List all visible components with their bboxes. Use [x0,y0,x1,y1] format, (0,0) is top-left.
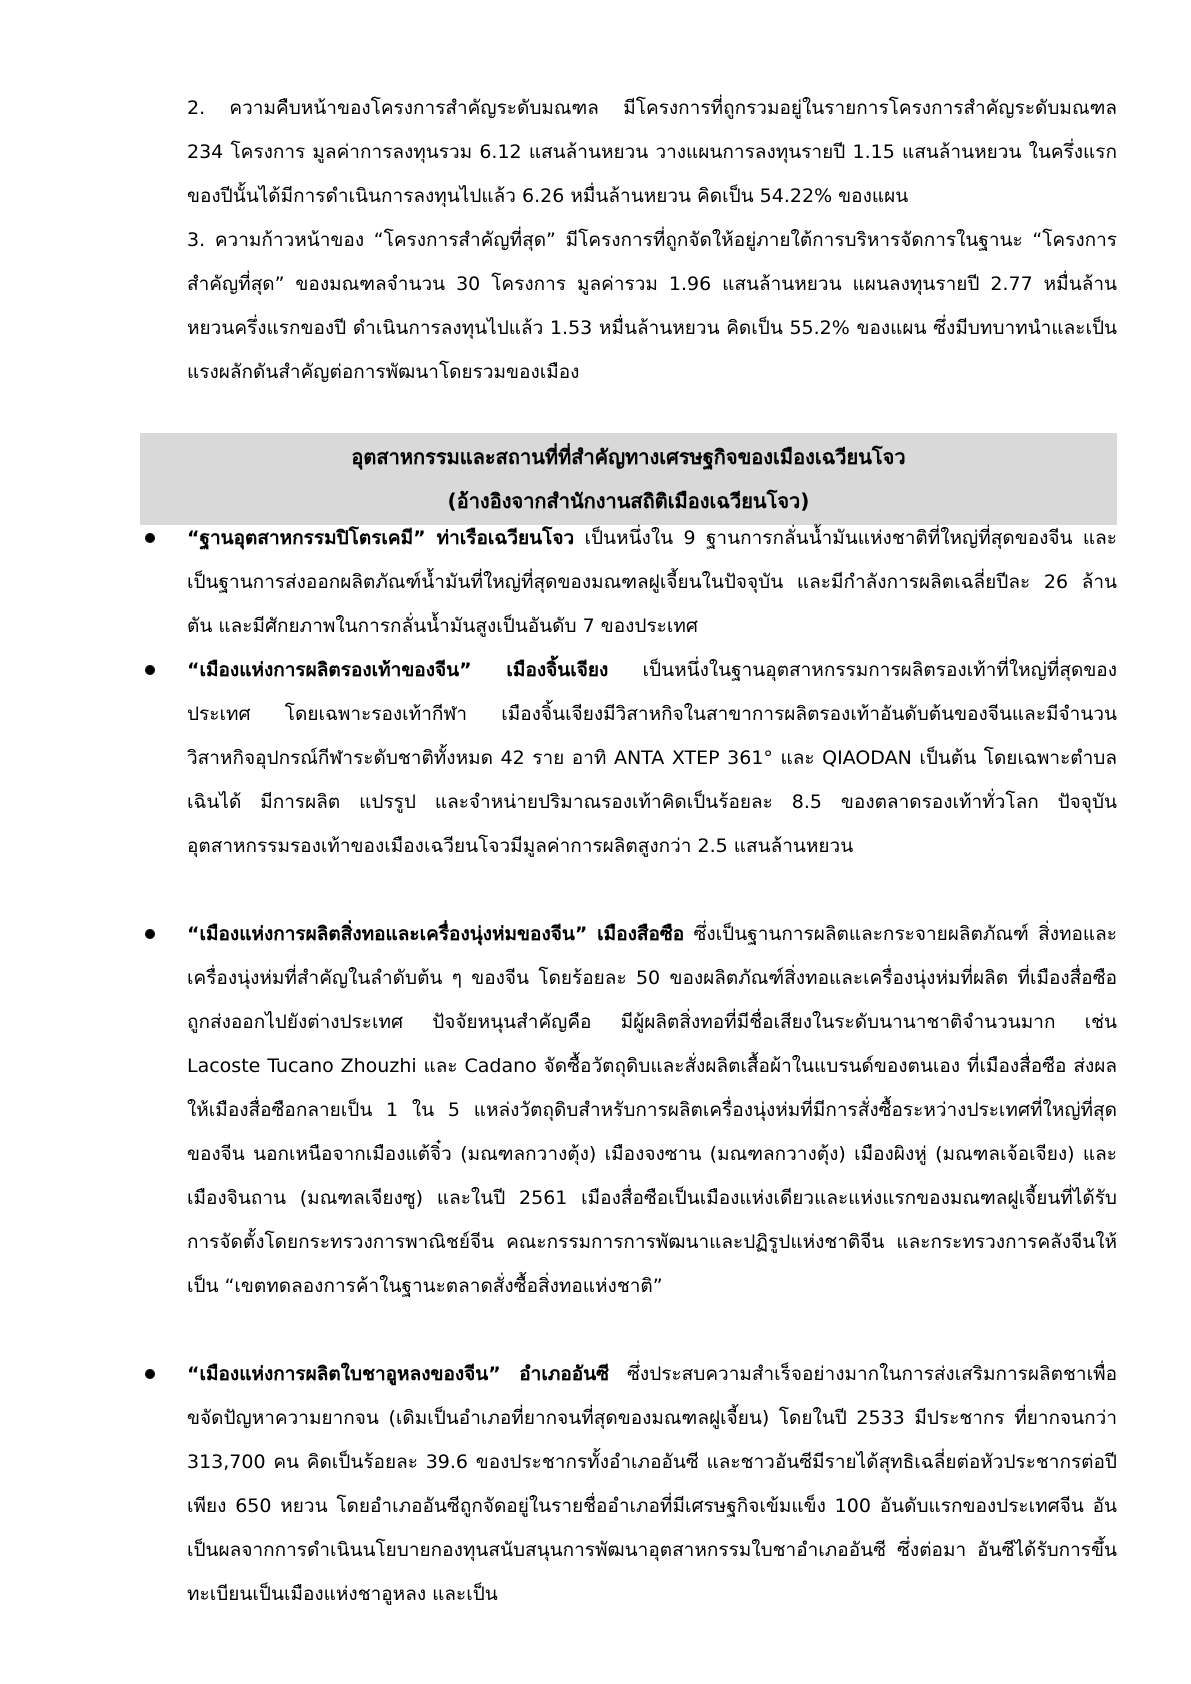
bullet-icon [145,1369,155,1379]
bullet-text: ซึ่งเป็นฐานการผลิตและกระจายผลิตภัณฑ์ สิ่งทอและเครื่องนุ่งห่มที่สำคัญในลำดับต้น ๆ ของจีน โดยร้อยละ 50 ของผลิตภัณฑ์สิ่งทอและเครื่องนุ่งห่มที่ผลิต ที่เมืองสื่อซือถูกส่งออกไปยังต่างประเทศ ปัจจัยหนุนสำคัญคือ มีผู้ผลิตสิ่งทอที่มีชื่อเสียงในระดับนานาชาติจำนวนมาก เช่น Lacoste Tucano Zhouzhi และ Cadano จัดซื้อวัตถุดิบและสั่งผลิตเสื้อผ้าในแบรนด์ของตนเอง ที่เมืองสื่อซือ ส่งผลให้เมืองสื่อซือกลายเป็น 1 ใน 5 แหล่งวัตถุดิบสำหรับการผลิตเครื่องนุ่งห่มที่มีการสั่งซื้อระหว่างประเทศที่ใหญ่ที่สุดของจีน นอกเหนือจากเมืองแต้จิ๋ว (มณฑลกวางตุ้ง) เมืองจงซาน (มณฑลกวางตุ้ง) เมืองผิงหู่ (มณฑลเจ้อเจียง) และเมืองจินถาน (มณฑลเจียงซู) และในปี 2561 เมืองสื่อซือเป็นเมืองแห่งเดียวและแห่งแรกของมณฑลฝูเจี้ยนที่ได้รับการจัดตั้งโดยกระทรวงการพาณิชย์จีน คณะกรรมการการพัฒนาและปฏิรูปแห่งชาติจีน และกระทรวงการคลังจีนให้เป็น “เขตทดลองการค้าในฐานะตลาดสั่งซื้อสิ่งทอแห่งชาติ” [187,923,1117,1297]
bullet-item-textiles [187,912,1117,1308]
bullet-text: เป็นหนึ่งในฐานอุตสาหกรรมการผลิตรองเท้าที่ใหญ่ที่สุดของประเทศ โดยเฉพาะรองเท้ากีฬา เมืองจิ้นเจียงมีวิสาหกิจในสาขาการผลิตรองเท้าอันดับต้นของจีนและมีจำนวนวิสาหกิจอุปกรณ์กีฬาระดับชาติทั้งหมด 42 ราย อาทิ ANTA XTEP 361° และ QIAODAN เป็นต้น โดยเฉพาะตำบลเฉินได้ มีการผลิต แปรรูป และจำหน่ายปริมาณรองเท้าคิดเป็นร้อยละ 8.5 ของตลาดรองเท้าทั่วโลก ปัจจุบันอุตสาหกรรมรองเท้าของเมืองเฉวียนโจวมีมูลค่าการผลิตสูงกว่า 2.5 แสนล้านหยวน [187,659,1117,857]
bullet-item-petrochemical [187,516,1117,648]
bullet-item-shoes [187,648,1117,868]
section-heading-title: อุตสาหกรรมและสถานที่ที่สำคัญทางเศรษฐกิจของเมืองเฉวียนโจว [351,445,906,469]
most-important-projects-paragraph: 3. ความก้าวหน้าของ “โครงการสำคัญที่สุด” มีโครงการที่ถูกจัดให้อยู่ภายใต้การบริหารจัดการในฐานะ “โครงการสำคัญที่สุด” ของมณฑลจำนวน 30 โครงการ มูลค่ารวม 1.96 แสนล้านหยวน แผนลงทุนรายปี 2.77 หมื่นล้านหยวนครึ่งแรกของปี ดำเนินการลงทุนไปแล้ว 1.53 หมื่นล้านหยวน คิดเป็น 55.2% ของแผน ซึ่งมีบทบาทนำและเป็นแรงผลักดันสำคัญต่อการพัฒนาโดยรวมของเมือง [187,229,1117,383]
section-heading-box [140,433,1117,525]
bullet-title: “ฐานอุตสาหกรรมปิโตรเคมี” ท่าเรือเฉวียนโจว [187,527,575,549]
bullet-item-oolong-tea [187,1352,1117,1616]
bullet-icon [145,533,155,543]
bullet-title: “เมืองแห่งการผลิตสิ่งทอและเครื่องนุ่งห่มของจีน” เมืองสือซือ [187,923,685,945]
bullet-title: “เมืองแห่งการผลิตใบชาอูหลงของจีน” อำเภออันซี [187,1363,610,1385]
progress-provincial-projects-paragraph: 2. ความคืบหน้าของโครงการสำคัญระดับมณฑล มีโครงการที่ถูกรวมอยู่ในรายการโครงการสำคัญระดับมณฑล 234 โครงการ มูลค่าการลงทุนรวม 6.12 แสนล้านหยวน วางแผนการลงทุนรายปี 1.15 แสนล้านหยวน ในครึ่งแรกของปีนั้นได้มีการดำเนินการลงทุนไปแล้ว 6.26 หมื่นล้านหยวน คิดเป็น 54.22% ของแผน [187,97,1117,207]
bullet-text: เป็นหนึ่งใน 9 ฐานการกลั่นน้ำมันแห่งชาติที่ใหญ่ที่สุดของจีน และเป็นฐานการส่งออกผลิตภัณฑ์น้ำมันที่ใหญ่ที่สุดของมณฑลฝูเจี้ยนในปัจจุบัน และมีกำลังการผลิตเฉลี่ยปีละ 26 ล้านตัน และมีศักยภาพในการกลั่นน้ำมันสูงเป็นอันดับ 7 ของประเทศ [187,527,1117,637]
bullet-icon [145,929,155,939]
bullet-icon [145,665,155,675]
section-heading-source: (อ้างอิงจากสำนักงานสถิติเมืองเฉวียนโจว) [447,489,810,513]
bullet-text: ซึ่งประสบความสำเร็จอย่างมากในการส่งเสริมการผลิตชาเพื่อขจัดปัญหาความยากจน (เดิมเป็นอำเภอที่ยากจนที่สุดของมณฑลฝูเจี้ยน) โดยในปี 2533 มีประชากร ที่ยากจนกว่า 313,700 คน คิดเป็นร้อยละ 39.6 ของประชากรทั้งอำเภออันซี และชาวอันซีมีรายได้สุทธิเฉลี่ยต่อหัวประชากรต่อปีเพียง 650 หยวน โดยอำเภออันซีถูกจัดอยู่ในรายชื่ออำเภอที่มีเศรษฐกิจเข้มแข็ง 100 อันดับแรกของประเทศจีน อันเป็นผลจากการดำเนินนโยบายกองทุนสนับสนุนการพัฒนาอุตสาหกรรมใบชาอำเภออันซี ซึ่งต่อมา อันซีได้รับการขึ้นทะเบียนเป็นเมืองแห่งชาอูหลง และเป็น [187,1363,1117,1605]
bullet-title: “เมืองแห่งการผลิตรองเท้าของจีน” เมืองจิ้นเจียง [187,659,609,681]
